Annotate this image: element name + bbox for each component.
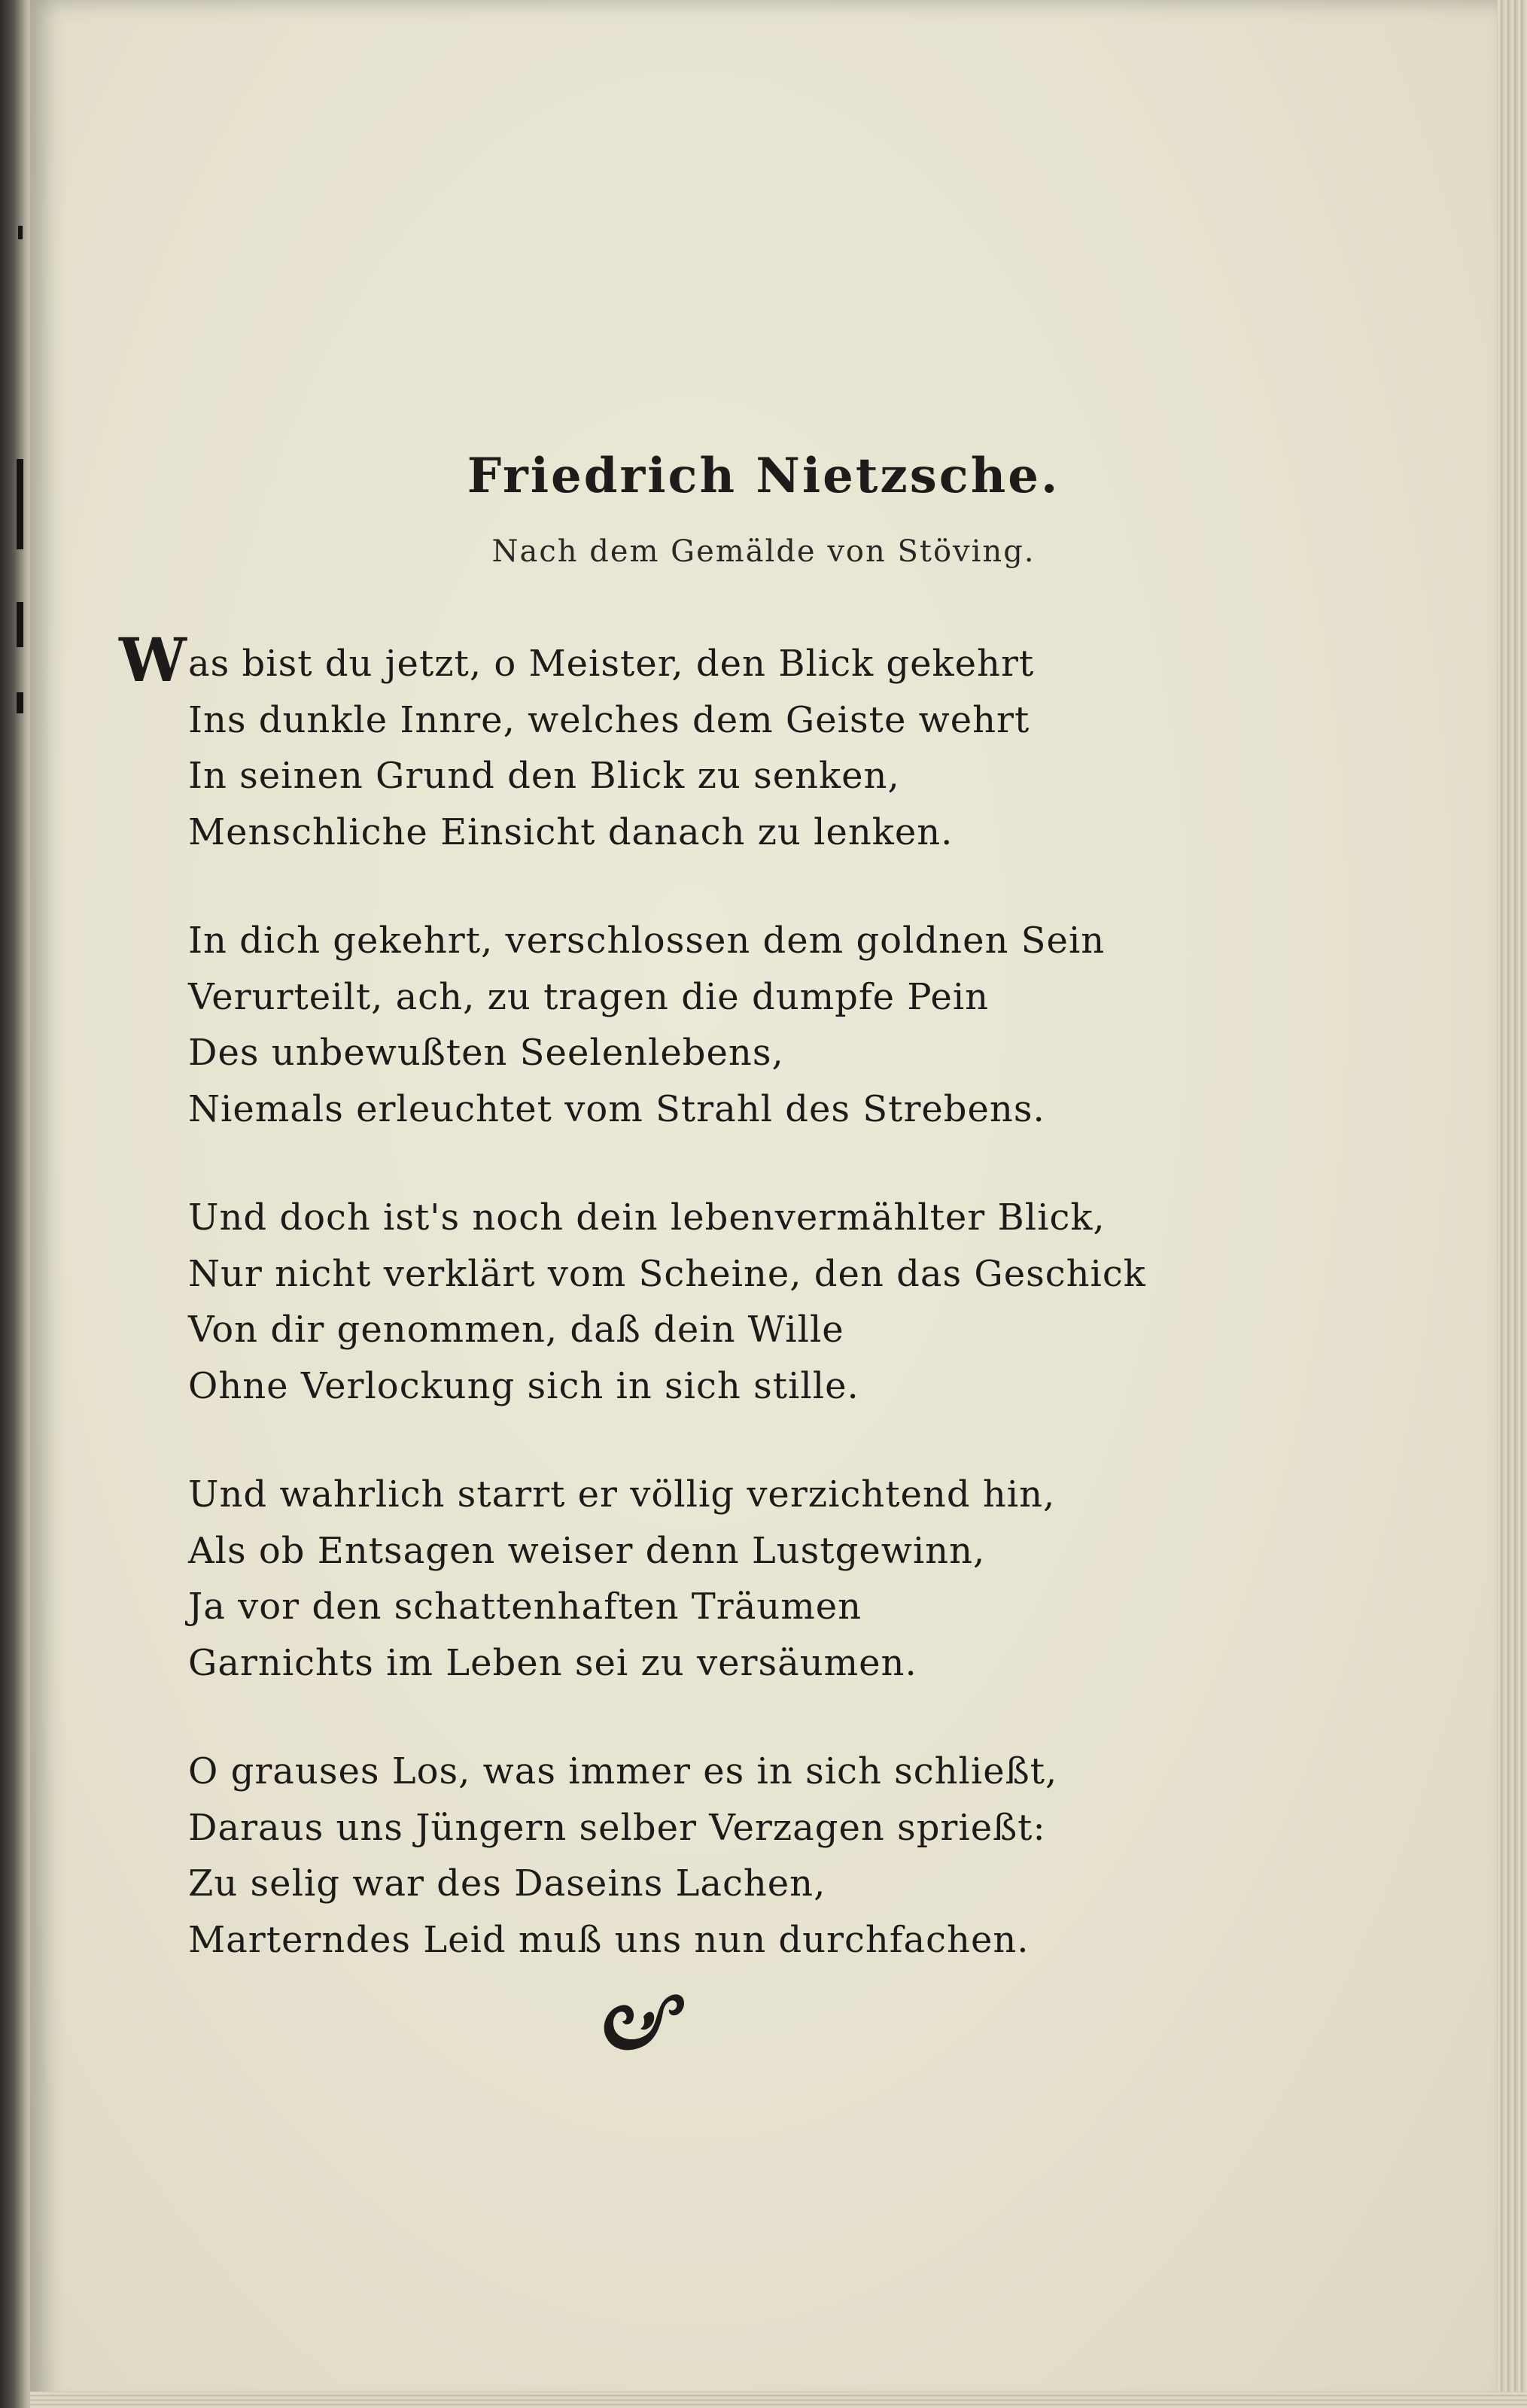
poem-line: Niemals erleuchtet vom Strahl des Strebens. bbox=[188, 1087, 1045, 1130]
binding-mark bbox=[18, 226, 23, 239]
poem-line: Ja vor den schattenhaften Träumen bbox=[188, 1586, 862, 1628]
stanza-3 bbox=[188, 1190, 1317, 1414]
stanza-1 bbox=[119, 625, 1317, 860]
binding-mark bbox=[17, 692, 23, 713]
poem-title: Friedrich Nietzsche. bbox=[467, 448, 1060, 504]
poem-line: Und doch ist's noch dein lebenvermählter Blick, bbox=[188, 1196, 1106, 1239]
poem-line: Ins dunkle Innre, welches dem Geiste wehrt bbox=[188, 698, 1030, 741]
fleuron-icon bbox=[598, 1987, 689, 2054]
poem-line: In dich gekehrt, verschlossen dem goldnen Sein bbox=[188, 920, 1106, 962]
poem-line: Menschliche Einsicht danach zu lenken. bbox=[188, 810, 954, 853]
stanza-4 bbox=[188, 1467, 1317, 1691]
poem-line: Von dir genommen, daß dein Wille bbox=[188, 1309, 844, 1351]
poem-body bbox=[119, 625, 1317, 2020]
poem-line: Garnichts im Leben sei zu versäumen. bbox=[188, 1641, 917, 1684]
poem-line: In seinen Grund den Blick zu senken, bbox=[188, 755, 900, 797]
binding-mark bbox=[17, 602, 23, 647]
poem-line: Verurteilt, ach, zu tragen die dumpfe Pein bbox=[188, 975, 990, 1018]
poem-line bbox=[119, 625, 1317, 695]
poem-line: Des unbewußten Seelenlebens, bbox=[188, 1032, 784, 1074]
stanza-5 bbox=[188, 1744, 1317, 1968]
poem-line: O grauses Los, was immer es in sich schließt, bbox=[188, 1750, 1058, 1792]
poem-line: Und wahrlich starrt er völlig verzichtend hin, bbox=[188, 1473, 1056, 1516]
first-line-text: as bist du jetzt, o Meister, den Blick gekehrt bbox=[188, 643, 1035, 685]
page-edge-right bbox=[1497, 0, 1527, 2408]
poem-line: Zu selig war des Daseins Lachen, bbox=[188, 1862, 826, 1905]
drop-cap: W bbox=[119, 625, 187, 695]
stanza-2 bbox=[188, 913, 1317, 1137]
poem-subtitle: Nach dem Gemälde von Stöving. bbox=[491, 534, 1036, 569]
poem-line: Nur nicht verklärt vom Scheine, den das Geschick bbox=[188, 1252, 1146, 1295]
page-edge-bottom bbox=[30, 2391, 1527, 2408]
poem-line: Marterndes Leid muß uns nun durchfachen. bbox=[188, 1918, 1030, 1961]
poem-line: Ohne Verlockung sich in sich stille. bbox=[188, 1364, 859, 1407]
poem-line: Daraus uns Jüngern selber Verzagen sprießt: bbox=[188, 1806, 1046, 1849]
poem-line: Als ob Entsagen weiser denn Lustgewinn, bbox=[188, 1529, 986, 1572]
